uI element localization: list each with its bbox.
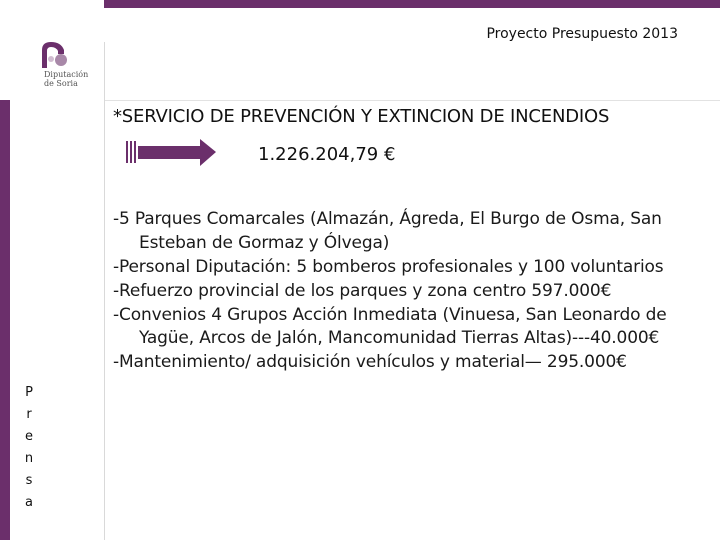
logo-mark-icon bbox=[34, 40, 74, 70]
striped-right-arrow-icon bbox=[138, 138, 238, 168]
side-letter: e bbox=[25, 429, 33, 444]
list-item: -Refuerzo provincial de los parques y zona centro 597.000€ bbox=[113, 280, 612, 301]
list-item: -Mantenimiento/ adquisición vehículos y material— 295.000€ bbox=[113, 352, 627, 372]
diputacion-soria-logo bbox=[28, 40, 100, 94]
logo-text-line1: Diputación bbox=[44, 70, 89, 79]
side-letter: s bbox=[25, 473, 33, 488]
list-item: -Personal Diputación: 5 bomberos profesionales y 100 voluntarios bbox=[113, 256, 664, 277]
budget-amount: 1.226.204,79 € bbox=[258, 144, 396, 165]
horizontal-divider bbox=[105, 100, 720, 101]
vertical-divider bbox=[104, 42, 105, 540]
side-letter: n bbox=[24, 451, 34, 466]
list-item: -5 Parques Comarcales (Almazán, Ágreda, El Burgo de Osma, San Esteban de Gormaz y Ólvega) bbox=[113, 209, 662, 253]
list-item: -Convenios 4 Grupos Acción Inmediata (Vinuesa, San Leonardo de Yagüe, Arcos de Jalón, Mancomunidad Tierras Altas)---40.000€ bbox=[113, 304, 667, 348]
side-letter: a bbox=[25, 495, 33, 510]
side-letter: P bbox=[25, 385, 33, 400]
presentation-header: Proyecto Presupuesto 2013 bbox=[486, 26, 678, 42]
top-accent-bar bbox=[104, 0, 720, 8]
vertical-side-word bbox=[22, 382, 36, 514]
logo-text-line2: de Soria bbox=[44, 79, 78, 88]
side-letter: r bbox=[26, 407, 32, 422]
side-accent-bar bbox=[0, 100, 10, 540]
bullet-list bbox=[113, 208, 718, 375]
section-title: *SERVICIO DE PREVENCIÓN Y EXTINCION DE INCENDIOS bbox=[113, 106, 610, 127]
